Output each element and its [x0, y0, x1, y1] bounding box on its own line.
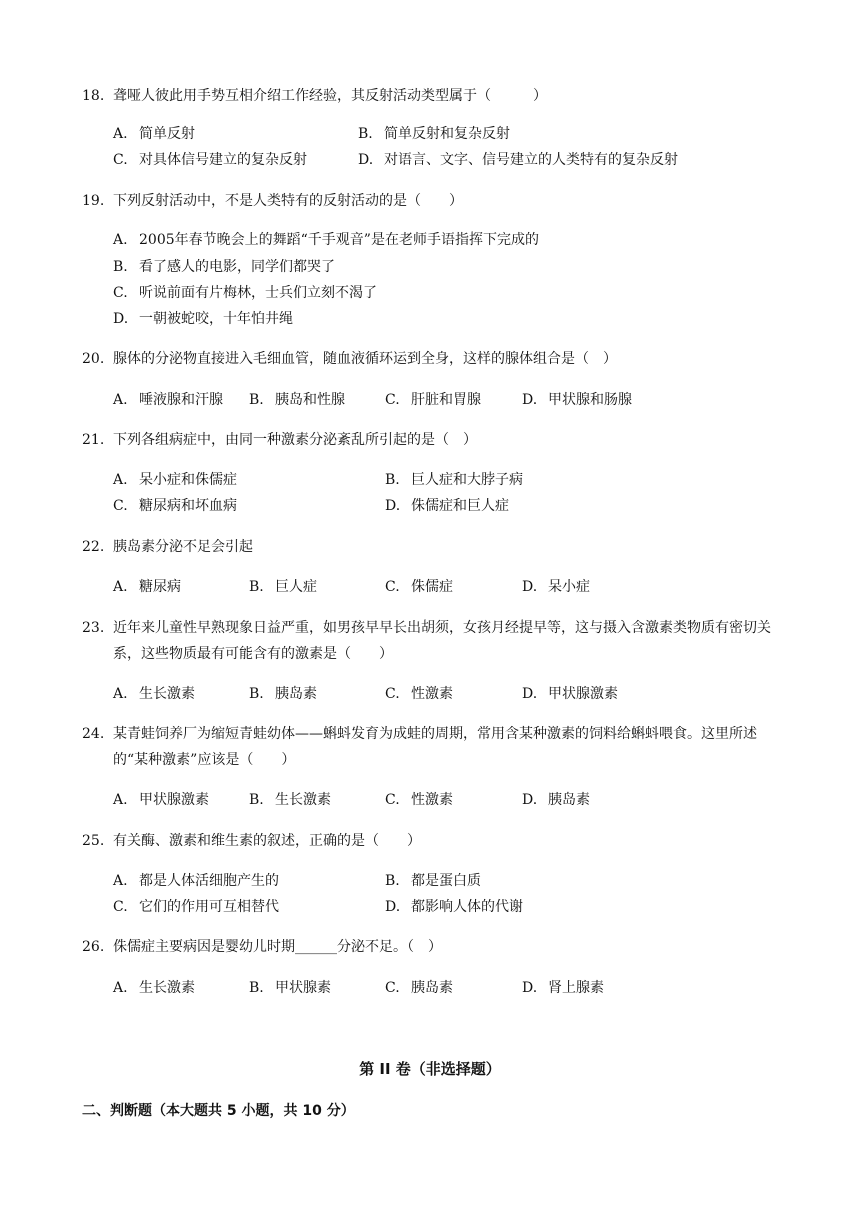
- option-label: B.: [358, 126, 373, 142]
- question-number: 25.: [82, 833, 105, 849]
- option-text: 巨人症和大脖子病: [411, 472, 523, 488]
- option-d: [522, 790, 590, 810]
- question-text: 某青蛙饲养厂为缩短青蛙幼体——蝌蚪发育为成蛙的周期，常用含某种激素的饲料给蝌蚪喂食。这里所述的“某种激素”应该是（ ）: [113, 726, 757, 768]
- option-a: [113, 577, 181, 597]
- option-label: A.: [113, 792, 128, 808]
- question-text: 有关酶、激素和维生素的叙述，正确的是（ ）: [113, 833, 421, 849]
- option-text: 甲状腺激素: [548, 686, 618, 702]
- question-number: 20.: [82, 351, 105, 367]
- option-a: [113, 871, 279, 891]
- option-text: 性激素: [411, 686, 453, 702]
- option-a: [113, 230, 539, 250]
- option-a: [113, 978, 195, 998]
- option-text: 它们的作用可互相替代: [139, 899, 279, 915]
- question-text: 腺体的分泌物直接进入毛细血管，随血液循环运到全身，这样的腺体组合是（ ）: [113, 351, 617, 367]
- option-d: [522, 684, 618, 704]
- option-text: 呆小症和侏儒症: [139, 472, 237, 488]
- option-label: B.: [385, 873, 400, 889]
- option-d: [522, 390, 632, 410]
- option-b: [358, 124, 510, 144]
- option-label: D.: [522, 980, 538, 996]
- option-text: 侏儒症和巨人症: [411, 498, 509, 514]
- question-number: 19.: [82, 193, 105, 209]
- option-text: 肾上腺素: [548, 980, 604, 996]
- option-label: C.: [385, 579, 400, 595]
- option-text: 胰岛素: [548, 792, 590, 808]
- option-b: [249, 684, 317, 704]
- option-text: 胰岛和性腺: [275, 392, 345, 408]
- option-label: B.: [249, 392, 264, 408]
- question-text: 下列各组病症中，由同一种激素分泌紊乱所引起的是（ ）: [113, 432, 477, 448]
- option-b: [249, 978, 331, 998]
- option-a: [113, 124, 195, 144]
- option-a: [113, 390, 223, 410]
- option-c: [113, 283, 377, 303]
- option-text: 生长激素: [139, 980, 195, 996]
- option-text: 听说前面有片梅林，士兵们立刻不渴了: [139, 285, 377, 301]
- question-number: 24.: [82, 726, 105, 742]
- option-text: 对语言、文字、信号建立的人类特有的复杂反射: [384, 152, 678, 168]
- option-label: C.: [113, 285, 128, 301]
- option-label: D.: [522, 686, 538, 702]
- option-b: [385, 871, 481, 891]
- option-c: [113, 150, 307, 170]
- option-label: B.: [385, 472, 400, 488]
- option-d: [522, 978, 604, 998]
- question-text: 侏儒症主要病因是婴幼儿时期______分泌不足。（ ）: [113, 939, 442, 955]
- question-number: 23.: [82, 620, 105, 636]
- option-c: [113, 897, 279, 917]
- option-c: [385, 577, 453, 597]
- question-text: 聋哑人彼此用手势互相介绍工作经验，其反射活动类型属于（ ）: [113, 88, 547, 104]
- option-text: 糖尿病和坏血病: [139, 498, 237, 514]
- option-d: [385, 496, 509, 516]
- option-text: 胰岛素: [275, 686, 317, 702]
- question-number: 22.: [82, 539, 105, 555]
- option-label: B.: [249, 980, 264, 996]
- option-label: A.: [113, 472, 128, 488]
- option-text: 看了感人的电影，同学们都哭了: [139, 259, 335, 275]
- option-b: [249, 390, 345, 410]
- section-title: 第 II 卷（非选择题）: [359, 1060, 501, 1078]
- option-b: [249, 577, 317, 597]
- question-number: 18.: [82, 88, 105, 104]
- option-label: A.: [113, 873, 128, 889]
- option-text: 侏儒症: [411, 579, 453, 595]
- option-label: C.: [113, 498, 128, 514]
- option-text: 性激素: [411, 792, 453, 808]
- option-text: 甲状腺激素: [139, 792, 209, 808]
- option-label: D.: [385, 498, 401, 514]
- option-c: [385, 390, 481, 410]
- option-label: D.: [113, 311, 129, 327]
- option-label: C.: [113, 899, 128, 915]
- question-text: 胰岛素分泌不足会引起: [113, 539, 253, 555]
- option-label: A.: [113, 232, 128, 248]
- option-label: B.: [113, 259, 128, 275]
- option-label: D.: [522, 792, 538, 808]
- option-b: [385, 470, 523, 490]
- option-text: 都是蛋白质: [411, 873, 481, 889]
- option-text: 胰岛素: [411, 980, 453, 996]
- option-label: A.: [113, 126, 128, 142]
- question-number: 26.: [82, 939, 105, 955]
- option-c: [385, 790, 453, 810]
- option-text: 巨人症: [275, 579, 317, 595]
- option-label: A.: [113, 579, 128, 595]
- option-label: C.: [385, 792, 400, 808]
- question-text: 近年来儿童性早熟现象日益严重，如男孩早早长出胡须，女孩月经提早等，这与摄入含激素类物质有密切关系，这些物质最有可能含有的激素是（ ）: [113, 620, 771, 662]
- option-d: [522, 577, 590, 597]
- option-label: C.: [385, 980, 400, 996]
- option-c: [385, 978, 453, 998]
- option-text: 都影响人体的代谢: [411, 899, 523, 915]
- option-a: [113, 684, 195, 704]
- option-text: 甲状腺素: [275, 980, 331, 996]
- option-a: [113, 790, 209, 810]
- option-text: 简单反射: [139, 126, 195, 142]
- option-text: 唾液腺和汗腺: [139, 392, 223, 408]
- option-text: 呆小症: [548, 579, 590, 595]
- option-label: A.: [113, 686, 128, 702]
- option-b: [249, 790, 331, 810]
- option-text: 生长激素: [139, 686, 195, 702]
- option-text: 简单反射和复杂反射: [384, 126, 510, 142]
- option-c: [113, 496, 237, 516]
- question-number: 21.: [82, 432, 105, 448]
- option-label: B.: [249, 686, 264, 702]
- option-a: [113, 470, 237, 490]
- option-d: [385, 897, 523, 917]
- option-label: B.: [249, 792, 264, 808]
- option-text: 生长激素: [275, 792, 331, 808]
- option-text: 甲状腺和肠腺: [548, 392, 632, 408]
- option-label: D.: [522, 579, 538, 595]
- option-label: D.: [522, 392, 538, 408]
- option-label: D.: [358, 152, 374, 168]
- part-title: 二、判断题（本大题共 5 小题，共 10 分）: [82, 1103, 355, 1119]
- option-text: 糖尿病: [139, 579, 181, 595]
- option-label: D.: [385, 899, 401, 915]
- option-text: 对具体信号建立的复杂反射: [139, 152, 307, 168]
- option-d: [113, 309, 293, 329]
- option-b: [113, 257, 335, 277]
- option-label: A.: [113, 980, 128, 996]
- option-text: 都是人体活细胞产生的: [139, 873, 279, 889]
- option-label: A.: [113, 392, 128, 408]
- option-label: C.: [385, 686, 400, 702]
- option-label: C.: [113, 152, 128, 168]
- option-label: C.: [385, 392, 400, 408]
- option-text: 一朝被蛇咬，十年怕井绳: [139, 311, 293, 327]
- question-text: 下列反射活动中，不是人类特有的反射活动的是（ ）: [113, 193, 463, 209]
- option-c: [385, 684, 453, 704]
- option-text: 2005年春节晚会上的舞蹈“千手观音”是在老师手语指挥下完成的: [139, 232, 539, 248]
- option-d: [358, 150, 678, 170]
- option-text: 肝脏和胃腺: [411, 392, 481, 408]
- option-label: B.: [249, 579, 264, 595]
